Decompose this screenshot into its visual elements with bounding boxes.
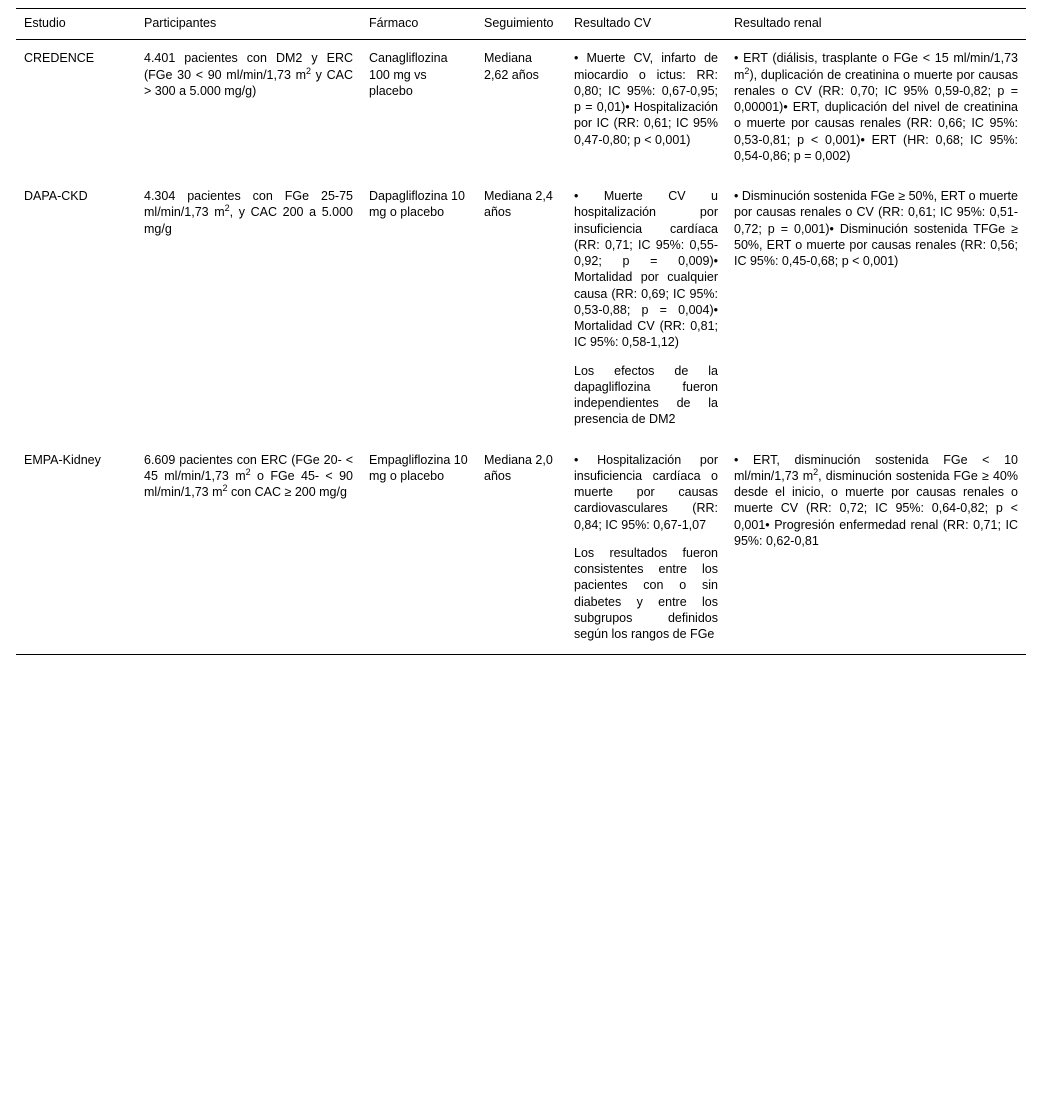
studies-table xyxy=(16,8,1026,655)
cell-resultado-renal: • Disminución sostenida FGe ≥ 50%, ERT o muerte por causas renales o CV (RR: 0,61; IC 95%: 0,51-0,72; p = 0,001)• Disminución sostenida TFGe ≥ 50%, ERT o muerte por causas renales (RR: 0,56; IC 95%: 0,45-0,68; p < 0,001) xyxy=(734,189,1018,268)
column-header-estudio: Estudio xyxy=(16,9,136,40)
cell-estudio xyxy=(16,40,136,178)
cv-outcomes-text: • Hospitalización por insuficiencia cardíaca o muerte por causas cardiovasculares (RR: 0,84; IC 95%: 0,67-1,07 xyxy=(574,452,718,532)
cell-estudio xyxy=(16,442,136,655)
table-header-row xyxy=(16,9,1026,40)
table-row xyxy=(16,40,1026,178)
cell-resultado-cv xyxy=(566,178,726,442)
table-row xyxy=(16,442,1026,655)
cell-farmaco: Dapagliflozina 10 mg o placebo xyxy=(369,189,465,220)
cell-participantes: 6.609 pacientes con ERC (FGe 20- < 45 ml/min/1,73 $m^2$ o FGe 45- < 90 ml/min/1,73 $m^2$ con CAC ≥ 200 mg/g xyxy=(136,442,361,655)
table-header xyxy=(16,9,1026,40)
column-header-resultado-cv: Resultado CV xyxy=(566,9,726,40)
cell-participantes: 4.304 pacientes con FGe 25-75 ml/min/1,73 $m^2$, y CAC 200 a 5.000 mg/g xyxy=(144,189,353,236)
study-name: DAPA-CKD xyxy=(24,189,88,203)
cell-participantes: 4.401 pacientes con DM2 y ERC (FGe 30 < 90 ml/min/1,73 $m^2$ y CAC > 300 a 5.000 mg/g) xyxy=(144,51,353,98)
cell-resultado-cv xyxy=(566,442,726,655)
row-note-cv: Los resultados fueron consistentes entre los pacientes con o sin diabetes y entre los subgrupos definidos según los rangos de FGe xyxy=(574,545,718,641)
study-name: EMPA-Kidney xyxy=(24,452,101,467)
table-body xyxy=(16,40,1026,655)
cell-seguimiento: Mediana 2,62 años xyxy=(484,51,539,82)
cell-resultado-renal: • ERT, disminución sostenida FGe < 10 ml/min/1,73 $m^2$, disminución sostenida FGe ≥ 40% desde el inicio, o muerte por causas renales o muerte CV (RR: 0,72; IC 95%: 0,64-0,82; p < 0,001• Progresión enfermedad renal (RR: 0,71; IC 95%: 0,62-0,81 xyxy=(726,442,1026,655)
cv-outcomes-text: • Muerte CV u hospitalización por insuficiencia cardíaca (RR: 0,71; IC 95%: 0,55-0,92; p = 0,009)• Mortalidad por cualquier causa (RR: 0,69; IC 95%: 0,53-0,88; p = 0,004)• Mortalidad CV (RR: 0,81; IC 95%: 0,58-1,12) xyxy=(574,189,718,350)
row-note-cv: Los efectos de la dapagliflozina fueron independientes de la presencia de DM2 xyxy=(574,363,718,427)
table-row xyxy=(16,178,1026,442)
cell-farmaco: Empagliflozina 10 mg o placebo xyxy=(361,442,476,655)
column-header-participantes: Participantes xyxy=(136,9,361,40)
column-header-seguimiento: Seguimiento xyxy=(476,9,566,40)
cell-resultado-cv: • Muerte CV, infarto de miocardio o ictus: RR: 0,80; IC 95%: 0,67-0,95; p = 0,01)• Hospitalización por IC (RR: 0,61; IC 95% 0,47-0,80; p < 0,001) xyxy=(574,51,718,147)
cell-seguimiento: Mediana 2,0 años xyxy=(476,442,566,655)
cell-resultado-renal: • ERT (diálisis, trasplante o FGe < 15 ml/min/1,73 $m^2$), duplicación de creatinina o muerte por causas renales o CV (RR: 0,70; IC 95% 0,59-0,82; p = 0,00001)• ERT, duplicación del nivel de creatinina o muerte por causas renales (RR: 0,66; IC 95%: 0,53-0,81; p < 0,001)• ERT (HR: 0,68; IC 95%: 0,54-0,86; p = 0,002) xyxy=(734,51,1018,163)
column-header-resultado-renal: Resultado renal xyxy=(726,9,1026,40)
study-name: CREDENCE xyxy=(24,51,95,66)
cell-farmaco: Canagliflozina 100 mg vs placebo xyxy=(369,51,448,98)
column-header-farmaco: Fármaco xyxy=(361,9,476,40)
document-page xyxy=(0,8,1040,1096)
cell-estudio xyxy=(16,178,136,442)
cell-seguimiento: Mediana 2,4 años xyxy=(484,189,553,220)
